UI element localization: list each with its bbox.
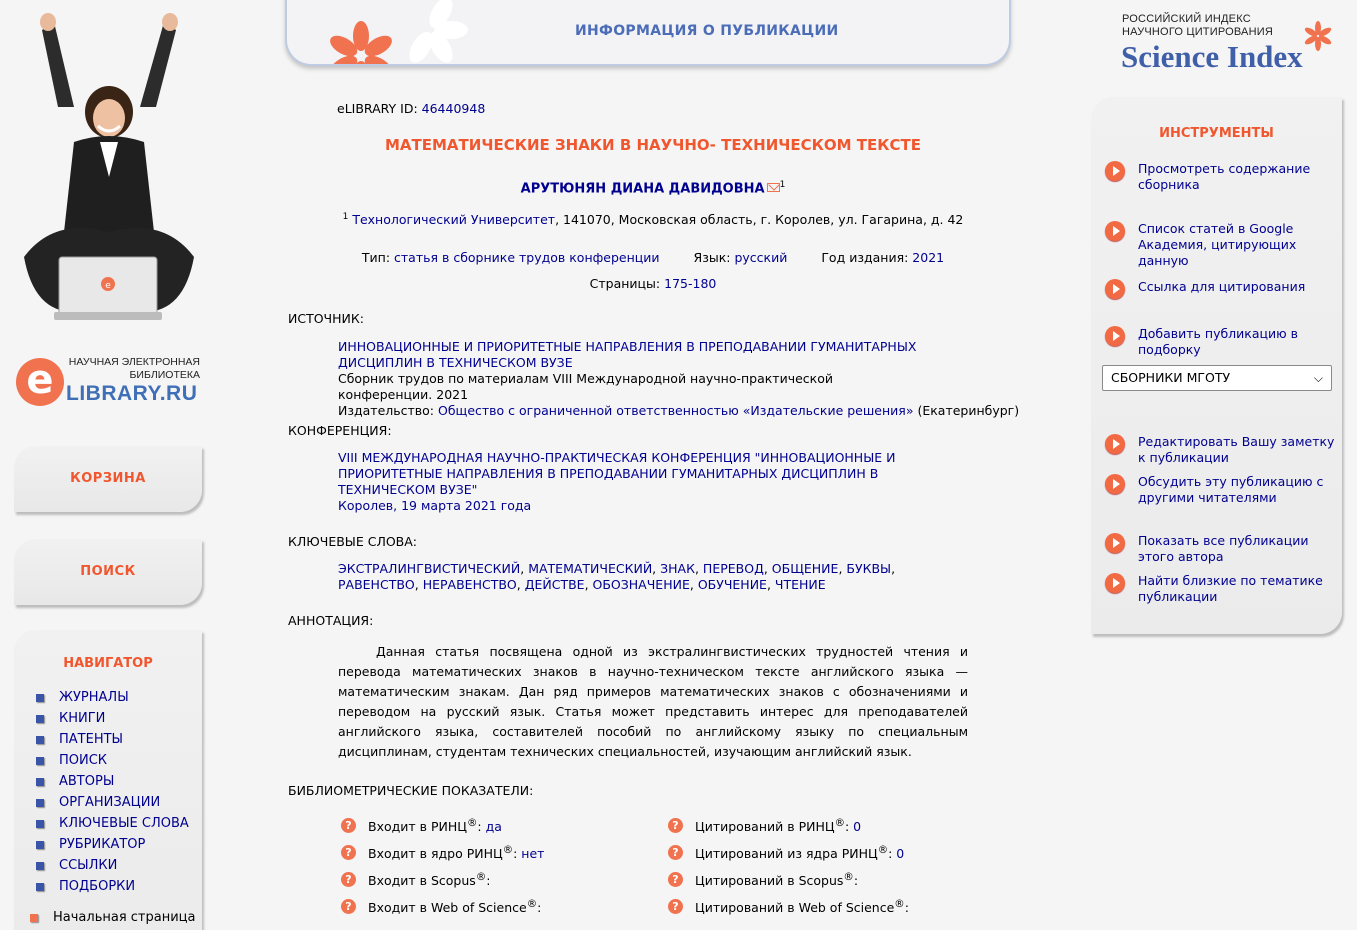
navigator-panel bbox=[14, 630, 202, 930]
metric-label: Входит в Scopus bbox=[368, 873, 476, 889]
keyword-link[interactable]: МАТЕМАТИЧЕСКИЙ bbox=[528, 561, 653, 576]
metric-label: Цитирований из ядра РИНЦ bbox=[695, 846, 878, 862]
bullet-icon bbox=[36, 736, 44, 744]
reg-mark: ® bbox=[502, 844, 514, 856]
source-subtitle: Сборник трудов по материалам VIII Международной научно-практической конференции. 2021 bbox=[338, 371, 833, 402]
arrow-right-icon bbox=[1105, 221, 1125, 241]
si-line1: РОССИЙСКИЙ ИНДЕКС bbox=[1122, 13, 1251, 25]
left-sidebar bbox=[0, 0, 230, 925]
arrow-right-icon bbox=[1105, 533, 1125, 553]
metric-value[interactable]: да bbox=[485, 819, 502, 835]
help-icon[interactable]: ? bbox=[341, 899, 356, 914]
logo-line1: НАУЧНАЯ ЭЛЕКТРОННАЯ bbox=[68, 356, 200, 368]
publisher-link[interactable]: Общество с ограниченной ответственностью «Издательские решения» bbox=[438, 403, 914, 418]
arrow-right-icon bbox=[1105, 326, 1125, 346]
lang-label: Язык: bbox=[693, 250, 731, 265]
keyword-link[interactable]: НЕРАВЕНСТВО bbox=[422, 577, 517, 592]
tool-label: Добавить публикацию в подборку bbox=[1138, 326, 1298, 357]
conference-place-date: Королев, 19 марта 2021 года bbox=[338, 498, 532, 513]
author-affil-sup: 1 bbox=[779, 180, 786, 190]
pages-label: Страницы: bbox=[589, 276, 661, 291]
science-index-tagline bbox=[1122, 13, 1322, 39]
keyword-link[interactable]: ОБОЗНАЧЕНИЕ bbox=[592, 577, 690, 592]
science-index-logo[interactable]: Science Index bbox=[1121, 39, 1303, 74]
nav-label: АВТОРЫ bbox=[59, 774, 115, 789]
nav-label: КЛЮЧЕВЫЕ СЛОВА bbox=[59, 816, 189, 831]
arrow-right-icon bbox=[1105, 573, 1125, 593]
bibliometrics-heading: БИБЛИОМЕТРИЧЕСКИЕ ПОКАЗАТЕЛИ: bbox=[288, 783, 534, 798]
metric-label: Цитирований в Scopus bbox=[695, 873, 844, 889]
nav-label: ЖУРНАЛЫ bbox=[59, 690, 129, 705]
author-line bbox=[288, 180, 1018, 196]
reg-mark: ® bbox=[466, 817, 478, 829]
tool-label: Ссылка для цитирования bbox=[1138, 279, 1306, 294]
keyword-link[interactable]: ПЕРЕВОД bbox=[702, 561, 764, 576]
publication-title: МАТЕМАТИЧЕСКИЕ ЗНАКИ В НАУЧНО- ТЕХНИЧЕСКОМ ТЕКСТЕ bbox=[384, 136, 922, 154]
bullet-icon bbox=[36, 778, 44, 786]
bullet-icon bbox=[36, 883, 44, 891]
metric-label: Входит в РИНЦ bbox=[368, 819, 467, 835]
author-link[interactable]: АРУТЮНЯН ДИАНА ДАВИДОВНА bbox=[520, 181, 765, 197]
navigator-title: НАВИГАТОР bbox=[63, 656, 153, 671]
affil-sup: 1 bbox=[342, 212, 349, 222]
nav-label: КНИГИ bbox=[59, 711, 106, 726]
bullet-icon bbox=[36, 715, 44, 723]
reg-mark: ® bbox=[894, 898, 905, 910]
source-block bbox=[338, 339, 1020, 419]
keyword-link[interactable]: БУКВЫ bbox=[846, 561, 892, 576]
metric-label: Входит в Web of Science bbox=[368, 900, 527, 916]
help-icon[interactable]: ? bbox=[668, 818, 683, 833]
keyword-link[interactable]: РАВЕНСТВО bbox=[338, 577, 415, 592]
tool-label: Найти близкие по тематике публикации bbox=[1138, 573, 1323, 604]
reg-mark: ® bbox=[526, 898, 538, 910]
nav-label: ОРГАНИЗАЦИИ bbox=[59, 795, 161, 810]
bullet-icon bbox=[36, 799, 44, 807]
keyword-link[interactable]: ЭКСТРАЛИНГВИСТИЧЕСКИЙ bbox=[338, 561, 521, 576]
elibrary-logo-name: LIBRARY.RU bbox=[66, 382, 198, 405]
keyword-link[interactable]: ЗНАК bbox=[660, 561, 695, 576]
affiliation-org-link[interactable]: Технологический Университет bbox=[352, 212, 556, 228]
arrow-right-icon bbox=[1105, 434, 1125, 454]
conference-block bbox=[338, 450, 958, 514]
arrow-right-icon bbox=[1105, 474, 1125, 494]
type-label: Тип: bbox=[361, 250, 391, 265]
svg-text:e: e bbox=[105, 281, 111, 291]
keyword-link[interactable]: ДЕЙСТВЕ bbox=[524, 577, 585, 592]
arrow-right-icon bbox=[1105, 161, 1125, 181]
help-icon[interactable]: ? bbox=[341, 845, 356, 860]
keyword-link[interactable]: ОБЩЕНИЕ bbox=[771, 561, 839, 576]
page-title: ИНФОРМАЦИЯ О ПУБЛИКАЦИИ bbox=[575, 23, 839, 39]
keyword-link[interactable]: ЧТЕНИЕ bbox=[774, 577, 826, 592]
reader-illustration bbox=[14, 12, 204, 327]
annotation-heading: АННОТАЦИЯ: bbox=[288, 613, 374, 628]
affiliation bbox=[288, 212, 1018, 227]
asterisk-decoration-icon bbox=[323, 0, 473, 66]
help-icon[interactable]: ? bbox=[341, 818, 356, 833]
help-icon[interactable]: ? bbox=[668, 899, 683, 914]
bullet-icon bbox=[36, 757, 44, 765]
metric-value[interactable]: 0 bbox=[896, 846, 905, 862]
pages-value: 175-180 bbox=[664, 276, 717, 291]
tool-label: Редактировать Вашу заметку к публикации bbox=[1138, 434, 1335, 465]
nav-label: ПОДБОРКИ bbox=[59, 879, 136, 894]
help-icon[interactable]: ? bbox=[668, 845, 683, 860]
metric-label: Цитирований в Web of Science bbox=[695, 900, 895, 916]
metric-label: Входит в ядро РИНЦ bbox=[368, 846, 503, 862]
elibrary-logo[interactable] bbox=[16, 352, 206, 408]
nav-label: Начальная страница bbox=[53, 910, 196, 925]
page-header bbox=[285, 0, 1011, 66]
chevron-down-icon: ⌵ bbox=[1313, 371, 1323, 385]
source-publisher bbox=[338, 403, 1020, 419]
bullet-icon bbox=[36, 841, 44, 849]
nav-label: ССЫЛКИ bbox=[59, 858, 118, 873]
lang-value: русский bbox=[734, 250, 788, 265]
tool-label: Обсудить эту публикацию с другими читателями bbox=[1138, 474, 1324, 505]
elibrary-id-label: eLIBRARY ID: bbox=[337, 101, 418, 116]
elibrary-logo-tagline bbox=[64, 356, 200, 382]
nav-label: ПАТЕНТЫ bbox=[59, 732, 124, 747]
metric-value[interactable]: 0 bbox=[853, 819, 862, 835]
tools-title: ИНСТРУМЕНТЫ bbox=[1159, 126, 1274, 141]
reg-mark: ® bbox=[877, 844, 889, 856]
bullet-icon bbox=[36, 820, 44, 828]
elibrary-id-value[interactable]: 46440948 bbox=[421, 101, 486, 116]
year-label: Год издания: bbox=[821, 250, 909, 265]
nav-label: РУБРИКАТОР bbox=[59, 837, 146, 852]
collection-select[interactable] bbox=[1102, 365, 1332, 391]
publication-pages bbox=[288, 276, 1018, 291]
collection-select-value: СБОРНИКИ МГОТУ bbox=[1111, 370, 1231, 385]
tool-label: Просмотреть содержание сборника bbox=[1138, 161, 1311, 192]
metric-label: Цитирований в РИНЦ bbox=[695, 819, 835, 835]
source-heading: ИСТОЧНИК: bbox=[288, 311, 364, 326]
email-icon[interactable] bbox=[767, 183, 780, 192]
nav-label: ПОИСК bbox=[59, 753, 108, 768]
publication-meta bbox=[288, 250, 1018, 265]
reg-mark: ® bbox=[834, 817, 845, 829]
affiliation-address: , 141070, Московская область, г. Королев, ул. Гагарина, д. 42 bbox=[555, 212, 964, 228]
elibrary-id bbox=[337, 101, 485, 116]
source-title-link[interactable]: ИННОВАЦИОННЫЕ И ПРИОРИТЕТНЫЕ НАПРАВЛЕНИЯ В ПРЕПОДАВАНИИ ГУМАНИТАРНЫХ ДИСЦИПЛИН В ТЕХНИЧЕСКОМ ВУЗЕ bbox=[338, 339, 917, 370]
keywords-heading: КЛЮЧЕВЫЕ СЛОВА: bbox=[288, 534, 418, 549]
annotation-text: Данная статья посвящена одной из экстралингвистических трудностей чтения и перевода математических знаков в научно-техническом тексте английского языка — математическим знакам. Дан ряд примеров математических знаков с обозначениями и переводом на русский язык. Статья может представить интерес для преподавателей английского языка, составителей пособий по английскому языку по специальным дисциплинам, студентам технических специальностей, изучающим английский язык. bbox=[338, 644, 968, 759]
help-icon[interactable]: ? bbox=[341, 872, 356, 887]
logo-line2: БИБЛИОТЕКА bbox=[129, 369, 200, 381]
metric-value[interactable]: нет bbox=[521, 846, 545, 862]
cart-button[interactable]: КОРЗИНА bbox=[14, 446, 202, 512]
science-index-asterisk-icon bbox=[1302, 20, 1334, 52]
help-icon[interactable]: ? bbox=[668, 872, 683, 887]
keyword-link[interactable]: ОБУЧЕНИЕ bbox=[697, 577, 767, 592]
type-value: статья в сборнике трудов конференции bbox=[394, 250, 660, 265]
tool-label: Показать все публикации этого автора bbox=[1138, 533, 1309, 564]
reg-mark: ® bbox=[843, 871, 854, 883]
publisher-label: Издательство: bbox=[338, 403, 435, 418]
elibrary-logo-letter: e bbox=[16, 358, 64, 406]
bullet-icon bbox=[36, 694, 44, 702]
tool-label: Список статей в Google Академия, цитирующих данную bbox=[1138, 221, 1297, 268]
search-button[interactable]: ПОИСК bbox=[14, 539, 202, 605]
conference-heading: КОНФЕРЕНЦИЯ: bbox=[288, 423, 392, 438]
si-line2: НАУЧНОГО ЦИТИРОВАНИЯ bbox=[1122, 26, 1273, 38]
year-value: 2021 bbox=[912, 250, 945, 265]
bullet-icon bbox=[36, 862, 44, 870]
publisher-city: (Екатеринбург) bbox=[917, 403, 1020, 418]
reg-mark: ® bbox=[475, 871, 487, 883]
arrow-right-icon bbox=[1105, 279, 1125, 299]
keywords-block: ЭКСТРАЛИНГВИСТИЧЕСКИЙ, МАТЕМАТИЧЕСКИЙ, ЗНАК, ПЕРЕВОД, ОБЩЕНИЕ, БУКВЫ, РАВЕНСТВО, НЕРАВЕНСТВО, ДЕЙСТВЕ, ОБОЗНАЧЕНИЕ, ОБУЧЕНИЕ, ЧТЕНИЕ bbox=[338, 561, 896, 592]
conference-title-link[interactable]: VIII МЕЖДУНАРОДНАЯ НАУЧНО-ПРАКТИЧЕСКАЯ КОНФЕРЕНЦИЯ "ИННОВАЦИОННЫЕ И ПРИОРИТЕТНЫЕ НАПРАВЛЕНИЯ В ПРЕПОДАВАНИИ ГУМАНИТАРНЫХ ДИСЦИПЛИН В ТЕХНИЧЕСКОМ ВУЗЕ" bbox=[338, 450, 896, 497]
